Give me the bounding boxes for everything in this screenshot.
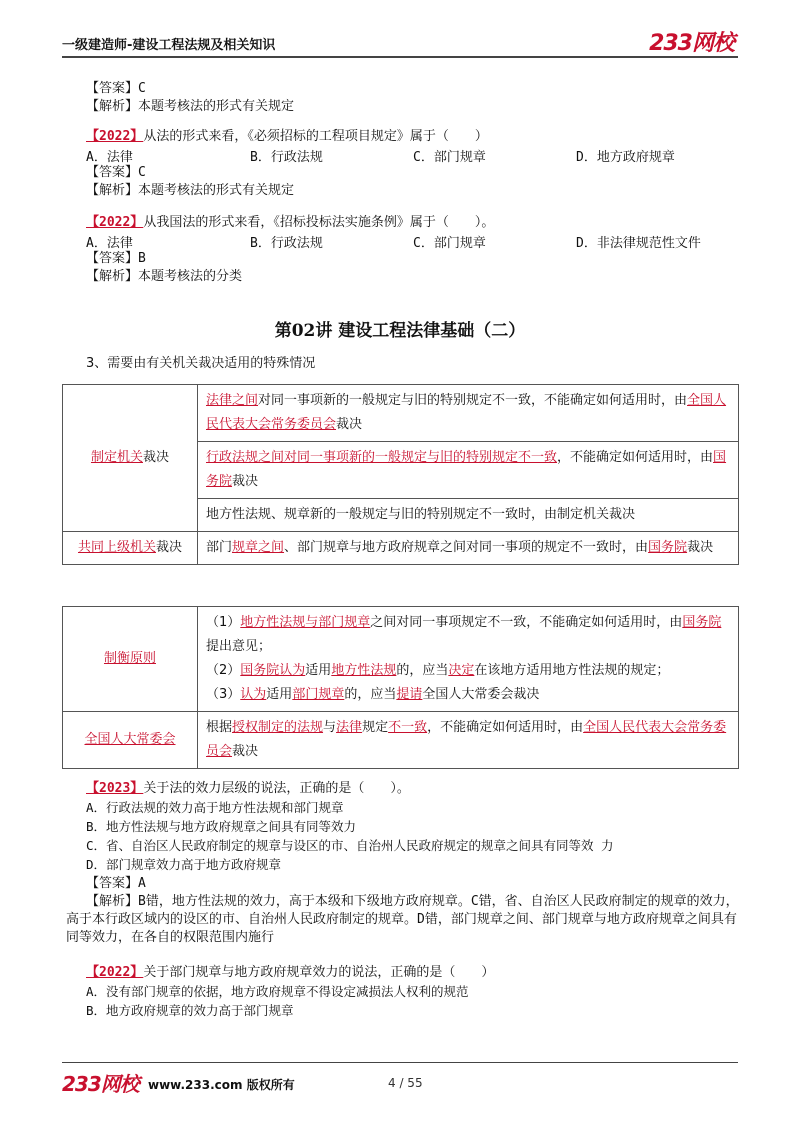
cell-authorized-regulations: 根据授权制定的法规与法律规定不一致，不能确定如何适用时，由全国人民代表大会常务委员会裁决 <box>198 712 739 769</box>
row-header-npc-standing-committee: 全国人大常委会 <box>63 712 198 769</box>
answer-line: 【答案】A <box>86 876 146 891</box>
brand-logo: 233网校 <box>649 31 734 56</box>
option-a: A．法律 <box>86 150 133 165</box>
answer-line: 【答案】C <box>86 165 146 180</box>
adjudication-table <box>62 384 739 565</box>
rule-line-3: （3）认为适用部门规章的，应当提请全国人大常委会裁决 <box>206 687 540 702</box>
section-title: 第02讲 建设工程法律基础（二） <box>274 321 526 341</box>
option-a: A．没有部门规章的依据，地方政府规章不得设定减损法人权利的规范 <box>86 984 469 999</box>
explanation-line: 【解析】本题考核法的形式有关规定 <box>86 183 295 198</box>
explanation-paragraph: 【解析】B错，地方性法规的效力，高于本级和下级地方政府规章。C错，省、自治区人民政府制定的规章的效力，高于本行政区域内的设区的市、自治州人民政府制定的规章。D错，部门规章之间、部门规章与地方政府规章之间具有同等效力，在各自的权限范围内施行 <box>66 894 739 945</box>
answer-line: 【答案】B <box>86 251 146 266</box>
option-b: B．行政法规 <box>250 150 323 165</box>
answer-line: 【答案】C <box>86 81 146 96</box>
year-tag: 【2023】 <box>86 781 144 796</box>
year-tag: 【2022】 <box>86 129 144 144</box>
question-stem <box>86 214 494 232</box>
balance-principle-table <box>62 606 739 769</box>
row-header-common-superior: 共同上级机关裁决 <box>63 532 198 565</box>
question-text: 从我国法的形式来看，《招标投标法实施条例》属于（ ）。 <box>143 215 495 230</box>
option-d: D．地方政府规章 <box>576 150 675 165</box>
header-divider <box>62 56 738 58</box>
option-c: C．省、自治区人民政府制定的规章与设区的市、自治州人民政府规定的规章之间具有同等效 力 <box>86 838 614 853</box>
question-text: 从法的形式来看，《必须招标的工程项目规定》属于（ ） <box>143 129 488 144</box>
question-stem <box>86 780 410 798</box>
option-a: A．法律 <box>86 236 133 251</box>
question-stem <box>86 128 488 146</box>
option-c: C．部门规章 <box>413 236 486 251</box>
document-header-title: 一级建造师-建设工程法规及相关知识 <box>62 38 276 53</box>
cell-local-regulations: 地方性法规、规章新的一般规定与旧的特别规定不一致时，由制定机关裁决 <box>198 499 739 532</box>
cell-administrative-regulations: 行政法规之间对同一事项新的一般规定与旧的特别规定不一致，不能确定如何适用时，由国务院裁决 <box>198 442 739 499</box>
option-c: C．部门规章 <box>413 150 486 165</box>
row-header-enacting-authority: 制定机关裁决 <box>63 385 198 532</box>
cell-laws: 法律之间对同一事项新的一般规定与旧的特别规定不一致，不能确定如何适用时，由全国人民代表大会常务委员会裁决 <box>198 385 739 442</box>
question-text: 关于部门规章与地方政府规章效力的说法，正确的是（ ） <box>143 965 495 980</box>
option-a: A．行政法规的效力高于地方性法规和部门规章 <box>86 800 344 815</box>
footer-copyright: www.233.com 版权所有 <box>148 1078 295 1092</box>
year-tag: 【2022】 <box>86 965 144 980</box>
row-header-checks-balances: 制衡原则 <box>63 607 198 712</box>
section-subtitle: 3、需要由有关机关裁决适用的特殊情况 <box>86 356 316 371</box>
option-b: B．行政法规 <box>250 236 323 251</box>
rule-line-2: （2）国务院认为适用地方性法规的，应当决定在该地方适用地方性法规的规定； <box>206 663 670 678</box>
option-b: B．地方性法规与地方政府规章之间具有同等效力 <box>86 819 357 834</box>
option-d: D．部门规章效力高于地方政府规章 <box>86 857 282 872</box>
option-b: B．地方政府规章的效力高于部门规章 <box>86 1003 294 1018</box>
explanation-line: 【解析】本题考核法的分类 <box>86 269 243 284</box>
footer-logo: 233网校 <box>62 1072 139 1096</box>
footer-divider <box>62 1062 738 1063</box>
year-tag: 【2022】 <box>86 215 144 230</box>
option-d: D．非法律规范性文件 <box>576 236 701 251</box>
cell-department-rules: 部门规章之间、部门规章与地方政府规章之间对同一事项的规定不一致时，由国务院裁决 <box>198 532 739 565</box>
explanation-line: 【解析】本题考核法的形式有关规定 <box>86 99 295 114</box>
cell-checks-balances <box>198 607 739 712</box>
rule-line-1: （1）地方性法规与部门规章之间对同一事项规定不一致，不能确定如何适用时，由国务院提出意见； <box>206 615 722 654</box>
page-number: 4 / 55 <box>388 1076 423 1090</box>
question-text: 关于法的效力层级的说法，正确的是（ ）。 <box>143 781 410 796</box>
question-stem <box>86 964 494 982</box>
